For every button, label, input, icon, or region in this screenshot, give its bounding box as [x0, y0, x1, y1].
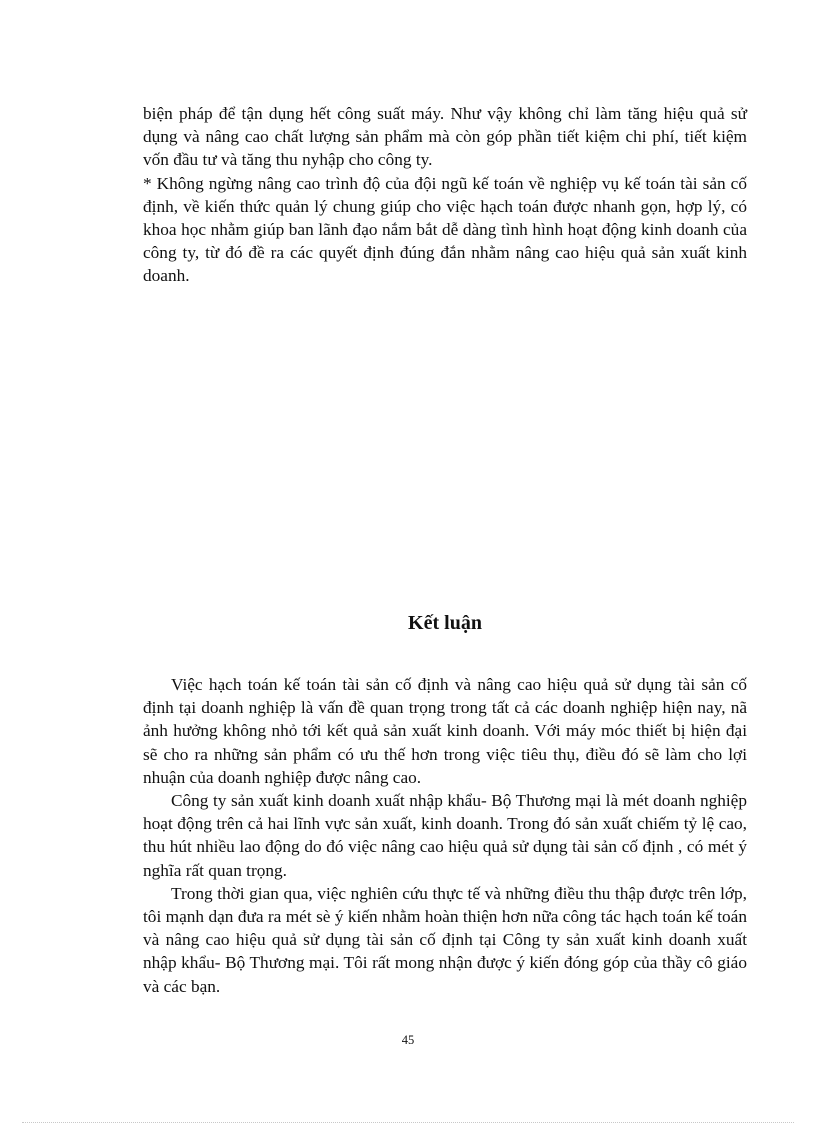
conclusion-paragraph: Việc hạch toán kế toán tài sản cố định và nâng cao hiệu quả sử dụng tài sản cố định tại doanh nghiệp là vấn đề quan trọng trong tất cả các doanh nghiệp hiện nay, nã ảnh hưởng không nhỏ tới kết quả sản xuất kinh doanh. Với máy móc thiết bị hiện đại sẽ cho ra những sản phẩm có ưu thế hơn trong việc tiêu thụ, điều đó sẽ làm cho lợi nhuận của doanh nghiệp được nâng cao. [143, 675, 747, 787]
continuation-section [143, 102, 747, 288]
conclusion-paragraph: Công ty sản xuất kinh doanh xuất nhập khẩu- Bộ Thương mại là mét doanh nghiệp hoạt động trên cả hai lĩnh vực sản xuất, kinh doanh. Trong đó sản xuất chiếm tỷ lệ cao, thu hút nhiều lao động do đó việc nâng cao hiệu quả sử dụng tài sản cố định , có mét ý nghĩa rất quan trọng. [143, 791, 747, 880]
conclusion-paragraph: Trong thời gian qua, việc nghiên cứu thực tế và những điều thu thập được trên lớp, tôi mạnh dạn đưa ra mét sè ý kiến nhằm hoàn thiện hơn nữa công tác hạch toán kế toán và nâng cao hiệu quả sử dụng tài sản cố định tại Công ty sản xuất kinh doanh xuất nhập khẩu- Bộ Thương mại. Tôi rất mong nhận được ý kiến đóng góp của thầy cô giáo và các bạn. [143, 883, 747, 996]
bullet-paragraph: * Không ngừng nâng cao trình độ của đội ngũ kế toán về nghiệp vụ kế toán tài sản cố định, về kiến thức quản lý chung giúp cho việc hạch toán được nhanh gọn, hợp lý, có khoa học nhằm giúp ban lãnh đạo nắm bắt dễ dàng tình hình hoạt động kinh doanh của công ty, từ đó đề ra các quyết định đúng đắn nhằm nâng cao hiệu quả sản xuất kinh doanh. [143, 173, 747, 286]
body-paragraph: biện pháp để tận dụng hết công suất máy. Như vậy không chỉ làm tăng hiệu quả sử dụng và nâng cao chất lượng sản phẩm mà còn góp phần tiết kiệm chi phí, tiết kiệm vốn đầu tư và tăng thu nyhập cho công ty. [143, 104, 747, 170]
conclusion-section [143, 673, 747, 998]
section-heading: Kết luận [408, 612, 482, 634]
page-number: 45 [401, 1033, 415, 1047]
